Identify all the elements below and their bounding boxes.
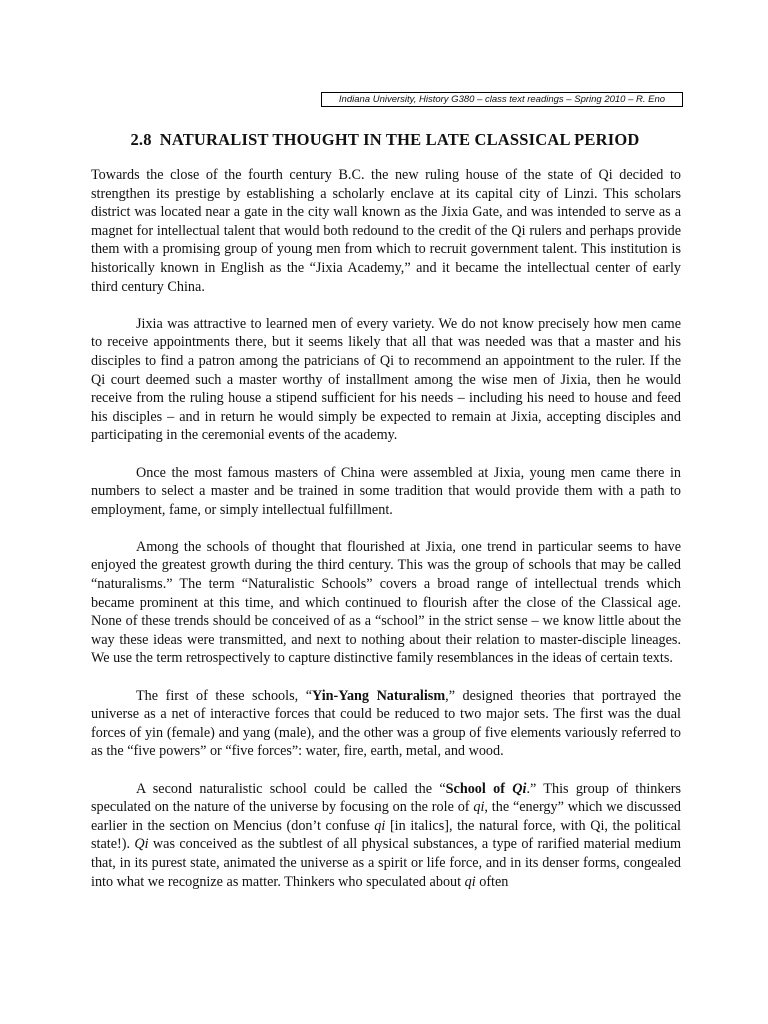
section-title: NATURALIST THOUGHT IN THE LATE CLASSICAL PERIOD — [159, 130, 640, 149]
p6-text-3: , the “energy” which we discussed earlier in the section on Mencius (don’t confuse — [91, 799, 681, 834]
p5-text-before: The first of these schools, “ — [136, 687, 312, 704]
p6-term-qi: Qi — [512, 780, 527, 797]
p6-italic-qi-3: Qi — [134, 836, 149, 853]
p6-italic-qi-4: qi — [464, 873, 476, 890]
p6-text-5: was conceived as the subtlest of all physical substances, a type of rarified material medium that, in its purest state, animated the universe as a spirit or life force, and in its denser forms, congealed into what we recognize as matter. Thinkers who speculated about — [91, 836, 681, 890]
paragraph-4: Among the schools of thought that flourished at Jixia, one trend in particular seems to have enjoyed the greatest growth during the third century. This was the group of schools that may be called “naturalisms.” The term “Naturalistic Schools” covers a broad range of intellectual trends which became prominent at this time, and which continued to flourish after the close of the Classical age. None of these trends should be conceived of as a “school” in the strict sense – we know little about the way these ideas were transmitted, and next to nothing about their relation to master-disciple lineages. We use the term retrospectively to capture distinctive family resemblances in the ideas of certain texts. — [91, 538, 681, 667]
p6-term-school-of: School of — [445, 780, 513, 797]
p5-term-yin-yang: Yin-Yang Naturalism — [312, 687, 446, 704]
paragraph-3: Once the most famous masters of China were assembled at Jixia, young men came there in numbers to select a master and be trained in some tradition that would provide them with a path to employment, fame, or simply intellectual fulfillment. — [91, 464, 681, 518]
p6-text-4: [in italics], the natural force, with Qi, the political state!). — [91, 817, 681, 853]
p5-text-after: ,” designed theories that portrayed the universe as a net of interactive forces that could be reduced to two major sets. The first was the dual forces of yin (female) and yang (male), and the other was a group of five elements variously referred to as the “five powers” or “five forces”: water, fire, earth, metal, and wood. — [91, 687, 682, 760]
p6-italic-qi-2: qi — [374, 817, 386, 834]
section-heading — [90, 130, 680, 150]
p6-italic-qi-1: qi — [473, 799, 485, 816]
p6-text-6: often — [475, 873, 509, 890]
paragraph-1: Towards the close of the fourth century B.C. the new ruling house of the state of Qi decided to strengthen its prestige by establishing a scholarly enclave at its capital city of Linzi. This scholars district was located near a gate in the city wall known as the Jixia Gate, and was intended to serve as a magnet for intellectual talent that would both redound to the credit of the Qi rulers and perhaps provide them with a promising group of young men from which to recruit government talent. This institution is historically known in English as the “Jixia Academy,” and it became the intellectual center of early third century China. — [91, 167, 681, 295]
paragraph-5 — [91, 687, 681, 761]
p6-text-2: .” This group of thinkers speculated on the nature of the universe by focusing on the role of — [91, 780, 682, 816]
paragraph-2: Jixia was attractive to learned men of every variety. We do not know precisely how men came to receive appointments there, but it seems likely that all that was needed was that a master and his disciples to find a patron among the patricians of Qi to recommend an appointment to the ruler. If the Qi court deemed such a master worthy of installment among the wise men of Jixia, then he would receive from the ruling house a stipend sufficient for his needs – including his need to house and feed his disciples – and in return he would simply be expected to remain at Jixia, accepting disciples and participating in the ceremonial events of the academy. — [91, 315, 681, 444]
p6-text-1: A second naturalistic school could be called the “ — [136, 780, 446, 797]
section-number: 2.8 — [130, 130, 152, 149]
document-body — [91, 166, 681, 910]
paragraph-6 — [91, 780, 681, 892]
course-header: Indiana University, History G380 – class text readings – Spring 2010 – R. Eno — [321, 92, 683, 107]
